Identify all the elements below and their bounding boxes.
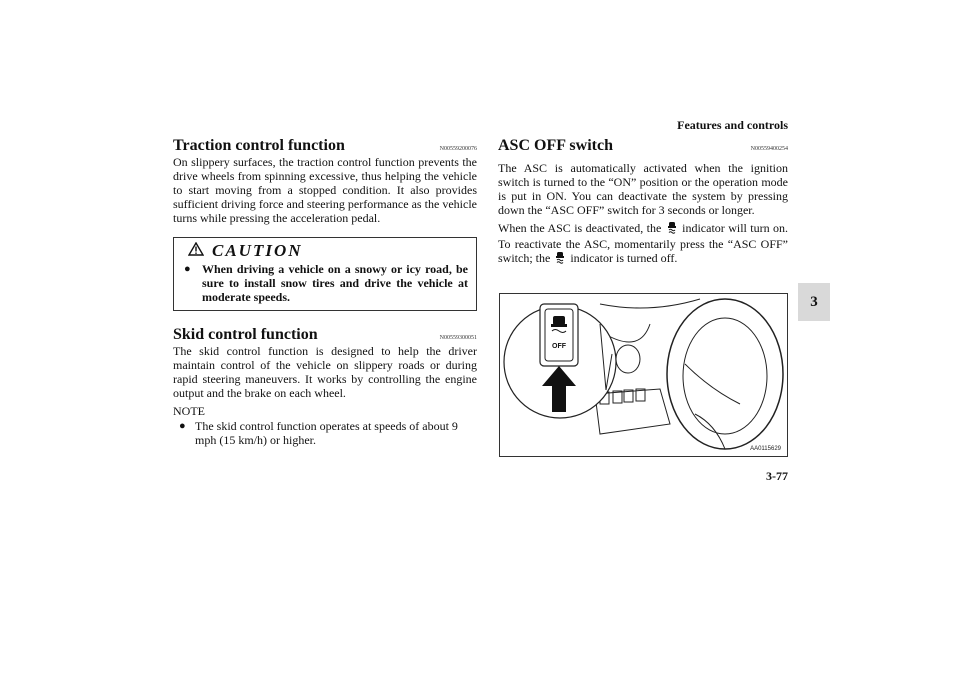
- caution-title: CAUTION: [212, 241, 303, 260]
- bullet-icon: ●: [179, 420, 186, 432]
- note-item: [173, 419, 477, 447]
- asc-para2-part1: When the ASC is deactivated, the: [498, 221, 662, 235]
- right-column: [498, 136, 788, 271]
- figure-id: AA0115629: [750, 446, 781, 452]
- asc-title: ASC OFF switch: [498, 137, 613, 154]
- skid-code: N00559300051: [439, 335, 477, 341]
- bullet-icon: ●: [184, 263, 191, 275]
- traction-body: On slippery surfaces, the traction control function prevents the drive wheels from spinning excessive, thus helping the vehicle to start moving from a stopped condition. It also provides sufficient driving force and steering performance as the vehicle turns while pressing the acceleration pedal.: [173, 155, 477, 225]
- section-tab: 3: [798, 283, 830, 321]
- warning-triangle-icon: [188, 242, 204, 261]
- asc-para2: [498, 221, 788, 267]
- caution-text: When driving a vehicle on a snowy or icy road, be sure to install snow tires and drive the vehicle at moderate speeds.: [202, 262, 468, 304]
- skid-title: Skid control function: [173, 326, 318, 343]
- dashboard-illustration: [499, 293, 788, 457]
- left-column: [173, 136, 477, 447]
- traction-code: N00559200076: [439, 146, 477, 152]
- skid-body: The skid control function is designed to help the driver maintain control of the vehicle on slippery roads or during rapid steering maneuvers. It works by controlling the engine output and the brake on each wheel.: [173, 344, 477, 400]
- caution-header: [174, 238, 476, 262]
- asc-para2-part2: indicator will turn on. To reactivate the ASC, momentarily press the “ASC OFF” switch; the: [498, 221, 789, 265]
- caution-item: [174, 262, 476, 310]
- switch-label: OFF: [552, 343, 566, 350]
- asc-para1: The ASC is automatically activated when the ignition switch is turned to the “ON” position or the operation mode is put in ON. You can deactivate the system by pressing down the “ASC OFF” switch for 3 seconds or longer.: [498, 161, 788, 217]
- asc-code: N00559400254: [750, 146, 788, 152]
- section-header: Features and controls: [677, 118, 788, 132]
- asc-para2-part3: indicator is turned off.: [570, 251, 678, 265]
- traction-title: Traction control function: [173, 137, 345, 154]
- skid-car-icon: [667, 221, 677, 237]
- page-number: 3-77: [766, 469, 788, 483]
- asc-heading: [498, 136, 788, 155]
- note-text: The skid control function operates at speeds of about 9 mph (15 km/h) or higher.: [195, 419, 458, 447]
- dashboard-drawing: [500, 294, 787, 456]
- note-label: NOTE: [173, 404, 205, 418]
- traction-heading: [173, 136, 477, 155]
- skid-heading: [173, 325, 477, 344]
- skid-car-icon: [555, 251, 565, 267]
- caution-box: [173, 237, 477, 311]
